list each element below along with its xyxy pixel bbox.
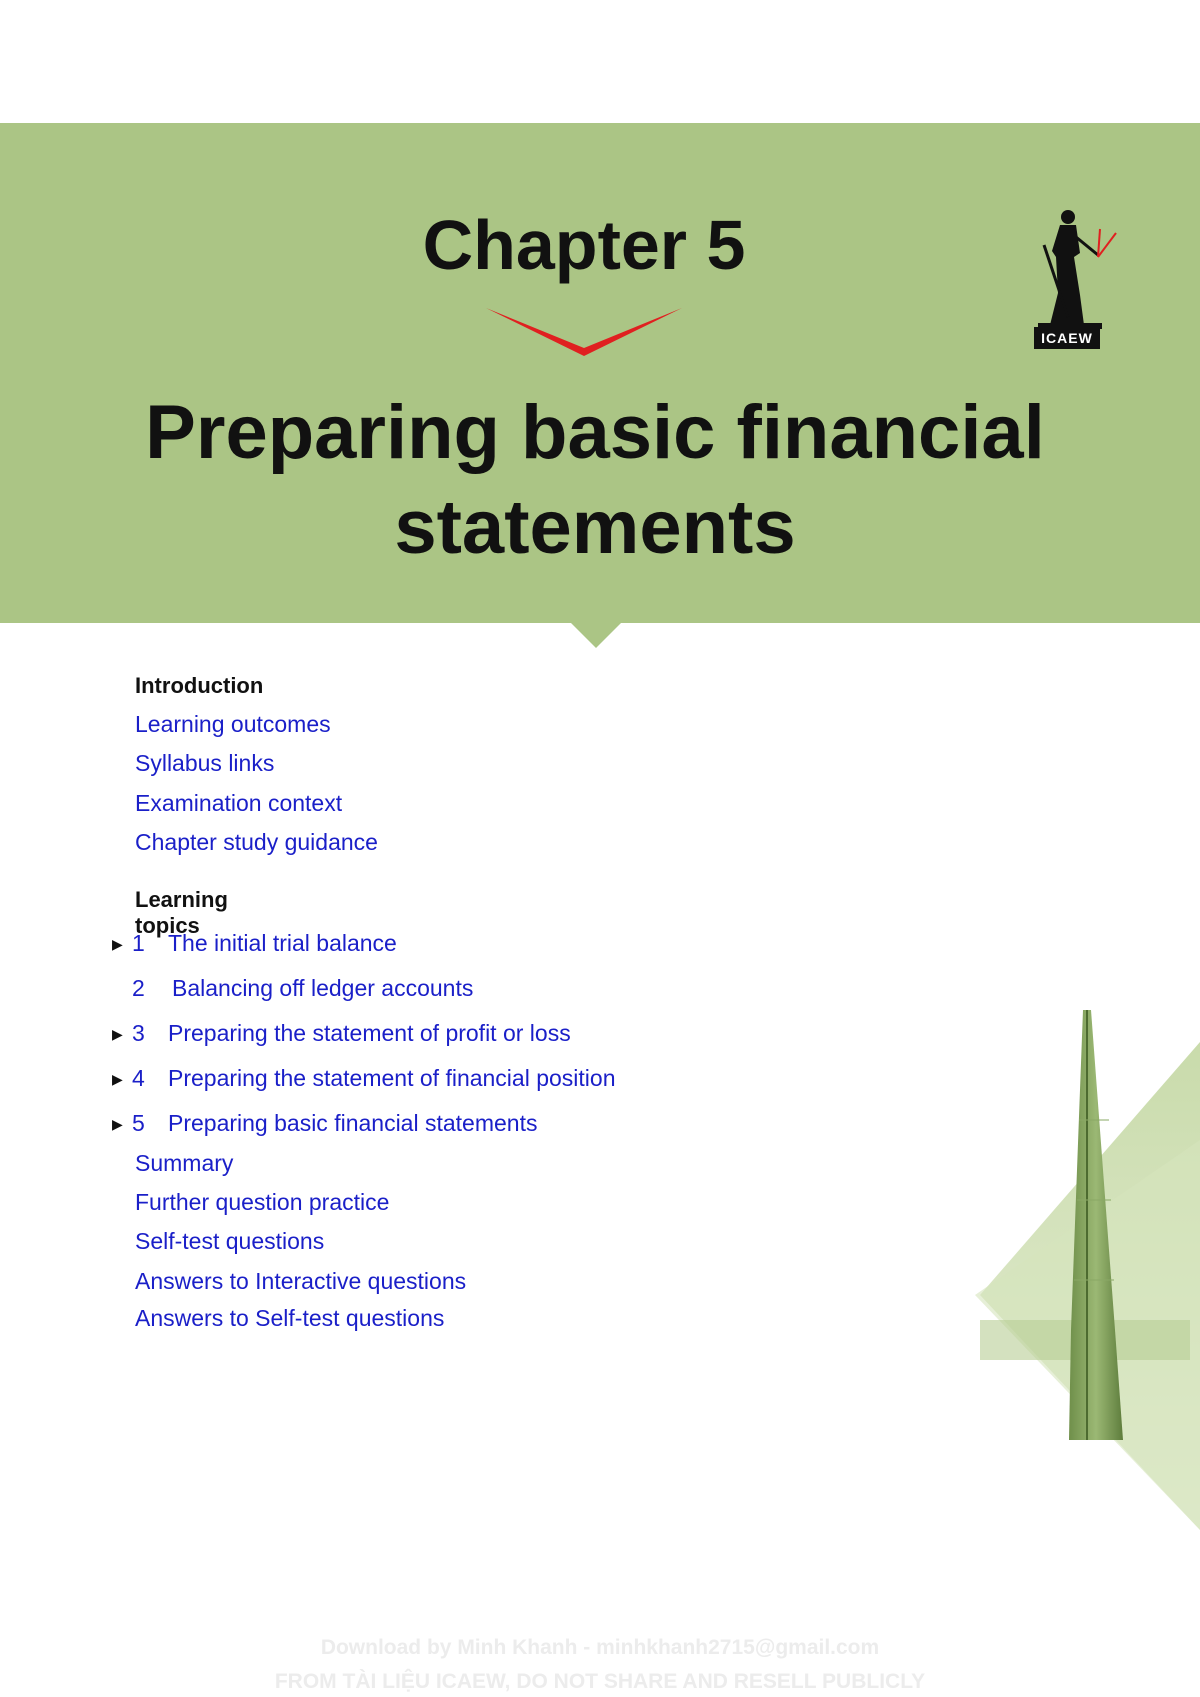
topic-item-1[interactable] [112, 930, 397, 957]
toc-link-answers-interactive[interactable]: Answers to Interactive questions [135, 1268, 467, 1294]
toc-link-summary[interactable]: Summary [135, 1150, 234, 1176]
toc-link-examination-context[interactable]: Examination context [135, 790, 343, 816]
topic-item-2[interactable] [112, 975, 473, 1002]
play-arrow-icon: ▶ [112, 1026, 123, 1042]
topic-label: Balancing off ledger accounts [172, 975, 474, 1001]
topics-heading: Learning topics [135, 887, 228, 938]
topic-number: 2 [132, 975, 145, 1001]
play-arrow-icon: ▶ [112, 1116, 123, 1132]
toc-link-answers-self-test[interactable]: Answers to Self-test questions [135, 1305, 445, 1331]
toc-link-further-question-practice[interactable]: Further question practice [135, 1189, 390, 1215]
chapter-label: Chapter 5 [422, 206, 746, 284]
topic-number: 5 [132, 1110, 145, 1136]
topic-label: Preparing the statement of profit or loss [168, 1020, 571, 1046]
topic-item-5[interactable] [112, 1110, 537, 1137]
chapter-title [120, 385, 1070, 575]
topic-label: Preparing the statement of financial position [168, 1065, 616, 1091]
intro-heading: Introduction [135, 673, 264, 698]
chapter-title-line-1: Preparing basic financial [145, 390, 1045, 475]
toc-link-learning-outcomes[interactable]: Learning outcomes [135, 711, 331, 737]
topic-label: The initial trial balance [168, 930, 397, 956]
toc-link-self-test-questions[interactable]: Self-test questions [135, 1228, 325, 1254]
play-arrow-icon: ▶ [112, 1071, 123, 1087]
banner-notch [570, 622, 622, 648]
topic-number: 1 [132, 930, 145, 956]
watermark-line-2: FROM TÀI LIỆU ICAEW, DO NOT SHARE AND RESELL PUBLICLY [274, 1670, 926, 1693]
building-image [975, 1000, 1200, 1540]
play-arrow-icon: ▶ [112, 936, 123, 952]
logo-wordmark: ICAEW [1034, 327, 1100, 349]
topic-item-3[interactable] [112, 1020, 571, 1047]
topic-number: 4 [132, 1065, 145, 1091]
down-chevron-icon [486, 304, 686, 360]
topic-number: 3 [132, 1020, 145, 1046]
chapter-title-line-2: statements [394, 485, 796, 570]
toc-link-chapter-study-guidance[interactable]: Chapter study guidance [135, 829, 378, 855]
toc-link-syllabus-links[interactable]: Syllabus links [135, 750, 275, 776]
topic-label: Preparing basic financial statements [168, 1110, 538, 1136]
watermark-line-1: Download by Minh Khanh - minhkhanh2715@gmail.com [320, 1636, 880, 1659]
topic-item-4[interactable] [112, 1065, 616, 1092]
